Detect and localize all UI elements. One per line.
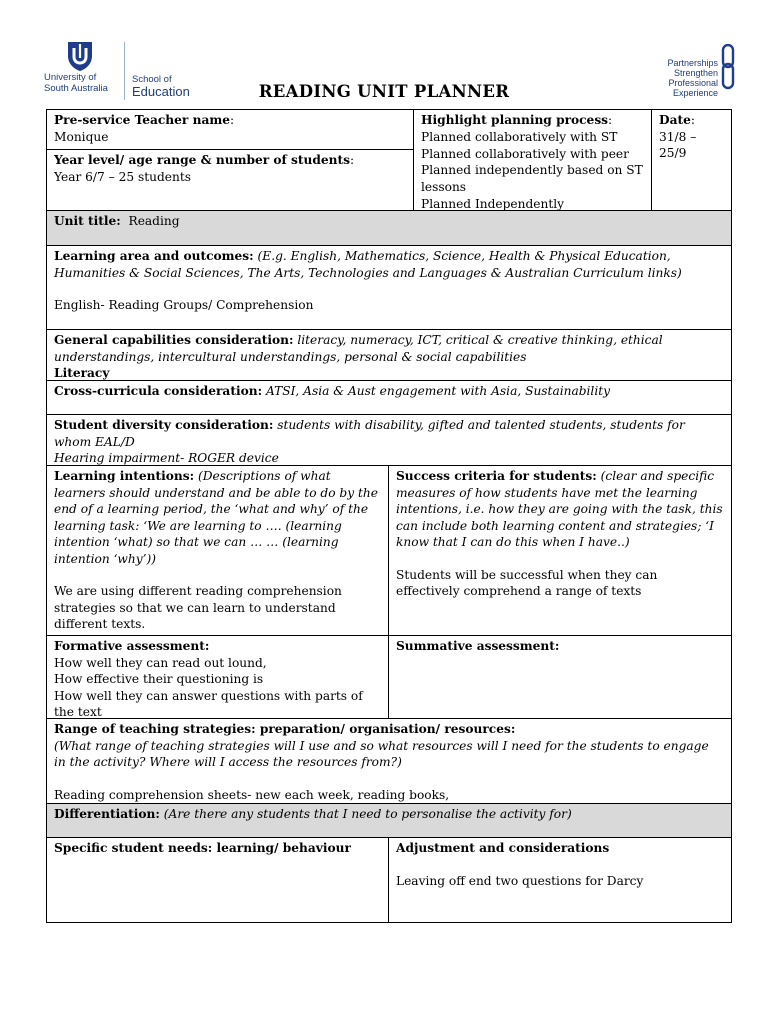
student-diversity-value: Hearing impairment- ROGER device [54,451,279,465]
learning-area-hint: (E.g. English, Mathematics, Science, Health & Physical Education, Humanities & Social Sciences, The Arts, Technologies and Languages & Australian Curriculum links) [54,249,682,280]
page-title: READING UNIT PLANNER [258,82,510,101]
learning-intentions-cell [47,466,388,635]
differentiation-label: Differentiation: [54,807,160,821]
unit-title-value: Reading [128,214,180,228]
date-label: Date [659,113,691,127]
differentiation-cell [47,804,731,837]
teaching-strategies-label: Range of teaching strategies: preparation/ organisation/ resources: [54,722,516,736]
learning-intentions-value: We are using different reading comprehension strategies so that we can learn to understand different texts. [54,584,342,631]
cross-curricula-hint: ATSI, Asia & Aust engagement with Asia, Sustainability [265,384,610,398]
formative-assessment-cell [47,636,388,718]
learning-intentions-hint: (Descriptions of what learners should understand and be able to do by the end of a learning period, the ‘what and why’ of the learning task: ‘We are learning to …. (learning intention ‘what) so that we can … … (learning intention ‘why’)) [54,469,378,566]
student-diversity-label: Student diversity consideration: [54,418,274,432]
formative-line: How effective their questioning is [54,672,264,686]
unisa-shield-icon [66,40,94,72]
year-level-cell: Year level/ age range & number of students: Year 6/7 – 25 students [47,150,413,210]
success-criteria-cell [389,466,731,635]
date-cell: Date: 31/8 – 25/9 [652,110,731,210]
year-level-label: Year level/ age range & number of students [54,153,351,167]
planning-process-label: Highlight planning process [421,113,609,127]
learning-intentions-label: Learning intentions: [54,469,195,483]
formative-line: How well they can read out lound, [54,655,267,670]
general-capabilities-value: Literacy [54,366,110,380]
student-diversity-cell [47,415,731,465]
adjustments-label: Adjustment and considerations [396,841,610,855]
general-capabilities-hint: literacy, numeracy, ICT, critical & creative thinking, ethical understandings, intercultural understandings, personal & social capabilities [54,333,663,364]
learning-area-label: Learning area and outcomes: [54,249,254,263]
learning-area-cell [47,246,731,329]
general-capabilities-cell [47,330,731,380]
teacher-name-value: Monique [54,129,109,144]
student-needs-cell [47,838,388,923]
planner-table [46,109,732,923]
date-value-end: 25/9 [659,146,687,160]
planning-process-cell: Highlight planning process: Planned collaboratively with ST Planned collaboratively with peer Planned independently based on ST lessons Planned Independently [421,113,643,211]
success-criteria-label: Success criteria for students: [396,469,597,483]
process-option: Planned independently based on ST lessons [421,163,643,195]
teaching-strategies-value: Reading comprehension sheets- new each week, reading books, [54,787,450,802]
school-name: School of Education [132,74,190,99]
summative-assessment-label: Summative assessment: [396,639,560,653]
teacher-name-cell: Pre-service Teacher name: Monique [47,110,413,149]
success-criteria-value: Students will be successful when they can effectively comprehend a range of texts [396,567,658,598]
adjustments-value: Leaving off end two questions for Darcy [396,873,644,888]
cross-curricula-label: Cross-curricula consideration: [54,384,263,398]
university-name: University of South Australia [44,72,108,94]
formative-assessment-label: Formative assessment: [54,639,210,653]
formative-line: How well they can answer questions with parts of the text [54,688,363,719]
success-criteria-hint: (clear and specific measures of how students have met the learning intentions, i.e. how they are going with the task, this can include both learning content and strategies; ‘I know that I can do this when I have..) [396,469,723,549]
unit-title-label: Unit title: [54,214,121,228]
year-level-value: Year 6/7 – 25 students [54,169,192,184]
differentiation-hint: (Are there any students that I need to personalise the activity for) [163,807,572,821]
teaching-strategies-cell [47,719,731,803]
process-option: Planned collaboratively with ST [421,129,618,144]
process-option: Planned collaboratively with peer [421,146,629,161]
summative-assessment-cell [389,636,731,718]
student-diversity-hint: students with disability, gifted and talented students, students for whom EAL/D [54,418,685,449]
partnerships-text: Partnerships Strengthen Professional Experience [667,58,718,98]
cross-curricula-cell [47,381,731,414]
student-needs-label: Specific student needs: learning/ behaviour [54,841,351,855]
learning-area-value: English- Reading Groups/ Comprehension [54,298,314,312]
date-value-start: 31/8 – [659,129,697,144]
unit-title-cell [47,211,731,245]
adjustments-cell [389,838,731,923]
general-capabilities-label: General capabilities consideration: [54,333,294,347]
teacher-name-label: Pre-service Teacher name [54,113,230,127]
teaching-strategies-hint: (What range of teaching strategies will I use and so what resources will I need for the students to engage in the activity? Where will I access the resources from?) [54,738,709,769]
process-option: Planned Independently [421,196,565,211]
